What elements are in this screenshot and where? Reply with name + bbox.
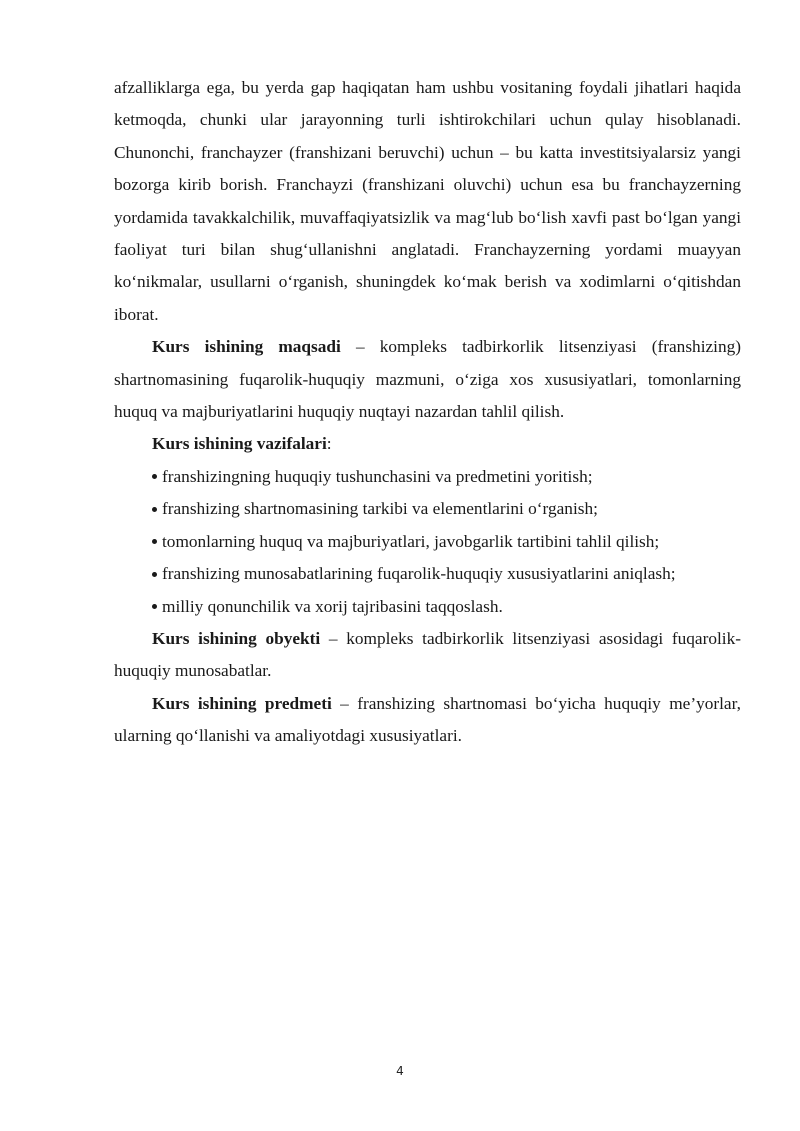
task-text: milliy qonunchilik va xorij tajribasini taqqoslash. bbox=[162, 596, 503, 616]
bullet-icon bbox=[152, 474, 157, 479]
tasks-label: Kurs ishining vazifalari bbox=[152, 434, 327, 454]
tasks-suffix: : bbox=[326, 434, 332, 454]
goal-paragraph bbox=[114, 331, 741, 428]
intro-paragraph: afzalliklarga ega, bu yerda gap haqiqatan ham ushbu vositaning foydali jihatlari haqida ketmoqda, chunki ular jarayonning turli ishtirokchilari uchun qulay hisoblanadi. Chunonchi, franchayzer (franshizani beruvchi) uchun – bu katta investitsiyalarsiz yangi bozorga kirib borish. Franchayzi (franshizani oluvchi) uchun esa bu franchayzerning yordamida tavakkalchilik, muvaffaqiyatsizlik va mag‘lub bo‘lish xavfi past bo‘lgan yangi faoliyat turi bilan shug‘ullanishni anglatadi. Franchayzerning yordami muayyan ko‘nikmalar, usullarni o‘rganish, shuningdek ko‘mak berish va xodimlarni o‘qitishdan iborat. bbox=[114, 78, 741, 324]
task-text: tomonlarning huquq va majburiyatlari, javobgarlik tartibini tahlil qilish; bbox=[162, 531, 660, 551]
goal-label: Kurs ishining maqsadi bbox=[152, 337, 341, 357]
object-label: Kurs ishining obyekti bbox=[152, 628, 321, 648]
list-item bbox=[114, 558, 741, 590]
page-number: 4 bbox=[396, 1064, 404, 1078]
page-body bbox=[114, 72, 741, 753]
bullet-icon bbox=[152, 572, 157, 577]
subject-label: Kurs ishining predmeti bbox=[152, 693, 332, 713]
task-text: franshizingning huquqiy tushunchasini va predmetini yoritish; bbox=[162, 466, 593, 486]
subject-paragraph bbox=[114, 688, 741, 753]
list-item bbox=[114, 461, 741, 493]
tasks-heading bbox=[114, 428, 741, 460]
bullet-icon bbox=[152, 604, 157, 609]
task-text: franshizing munosabatlarining fuqarolik-huquqiy xususiyatlarini aniqlash; bbox=[162, 564, 676, 584]
bullet-icon bbox=[152, 507, 157, 512]
list-item bbox=[114, 591, 741, 623]
list-item bbox=[114, 493, 741, 525]
bullet-icon bbox=[152, 539, 157, 544]
list-item bbox=[114, 526, 741, 558]
tasks-list bbox=[114, 461, 741, 623]
subject-text: – franshizing shartnomasi bo‘yicha huquqiy me’yorlar, ularning qo‘llanishi va amaliyotdagi xususiyatlari. bbox=[114, 693, 741, 746]
goal-text: – kompleks tadbirkorlik litsenziyasi (franshizing) shartnomasining fuqarolik-huquqiy mazmuni, o‘ziga xos xususiyatlari, tomonlarning huquq va majburiyatlarini huquqiy nuqtayi nazardan tahlil qilish. bbox=[114, 337, 742, 422]
object-text: – kompleks tadbirkorlik litsenziyasi asosidagi fuqarolik-huquqiy munosabatlar. bbox=[114, 628, 741, 681]
object-paragraph bbox=[114, 623, 741, 688]
task-text: franshizing shartnomasining tarkibi va elementlarini o‘rganish; bbox=[162, 499, 598, 519]
